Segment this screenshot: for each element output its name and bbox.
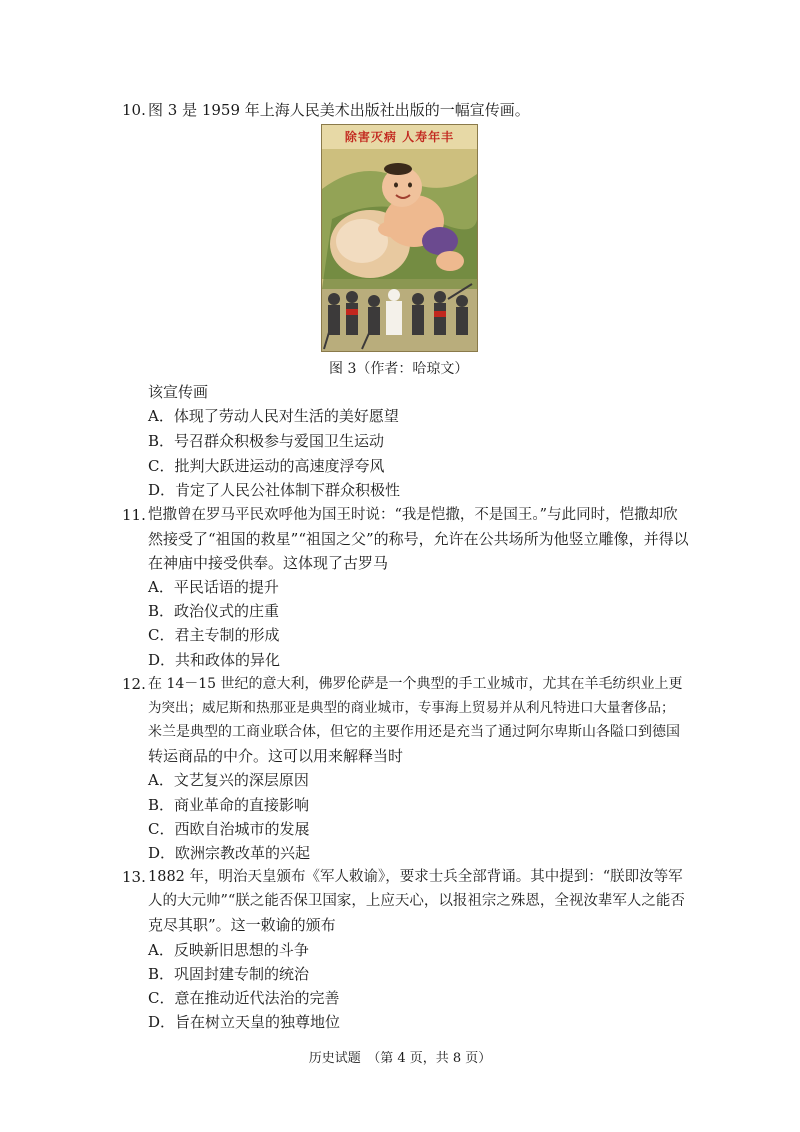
q11-stem-line: 然接受了“祖国的救星”“祖国之父”的称号，允许在公共场所为他竖立雕像，并得以 [148, 530, 689, 548]
q11-option-b[interactable]: B．政治仪式的庄重 [148, 602, 280, 620]
q10-stem: 图 3 是 1959 年上海人民美术出版社出版的一幅宣传画。 [148, 101, 530, 119]
q11-option-c[interactable]: C．君主专制的形成 [148, 626, 280, 644]
q12-option-a[interactable]: A．文艺复兴的深层原因 [148, 771, 309, 789]
q11-stem-line: 恺撒曾在罗马平民欢呼他为国王时说：“我是恺撒，不是国王。”与此同时，恺撒却欣 [148, 507, 678, 523]
q13-option-a[interactable]: A．反映新旧思想的斗争 [148, 941, 309, 959]
q11-option-d[interactable]: D．共和政体的异化 [148, 651, 281, 669]
q13-stem-line: 1882 年，明治天皇颁布《军人敕谕》，要求士兵全部背诵。其中提到：“朕即汝等军 [148, 869, 683, 885]
q11-number: 11. [122, 506, 146, 524]
figure-caption: 图 3（作者：哈琼文） [329, 361, 469, 377]
q12-option-c[interactable]: C．西欧自治城市的发展 [148, 820, 310, 838]
q13-number: 13. [122, 868, 146, 886]
propaganda-poster [321, 124, 478, 352]
q13-stem-line: 人的大元帅”“朕之能否保卫国家，上应天心，以报祖宗之殊恩，全视汝辈军人之能否 [148, 893, 685, 909]
q13-option-b[interactable]: B．巩固封建专制的统治 [148, 965, 310, 983]
q10-option-c[interactable]: C．批判大跃进运动的高速度浮夸风 [148, 457, 385, 475]
q11-stem-line: 在神庙中接受供奉。这体现了古罗马 [148, 554, 389, 572]
q13-stem-line: 克尽其职”。这一敕谕的颁布 [148, 916, 336, 934]
q12-option-b[interactable]: B．商业革命的直接影响 [148, 796, 310, 814]
q10-option-a[interactable]: A．体现了劳动人民对生活的美好愿望 [148, 407, 399, 425]
poster-title: 除害灭病 人寿年丰 [322, 125, 477, 149]
poster-illustration [322, 149, 477, 351]
q10-option-b[interactable]: B．号召群众积极参与爱国卫生运动 [148, 432, 385, 450]
q12-stem-line: 为突出；威尼斯和热那亚是典型的商业城市，专事海上贸易并从利凡特进口大量奢侈品； [148, 700, 675, 716]
q13-option-d[interactable]: D．旨在树立天皇的独尊地位 [148, 1013, 341, 1031]
q10-number: 10. [122, 101, 146, 119]
q12-option-d[interactable]: D．欧洲宗教改革的兴起 [148, 844, 311, 862]
q10-option-d[interactable]: D．肯定了人民公社体制下群众积极性 [148, 481, 401, 499]
page-footer: 历史试题 （第 4 页，共 8 页） [308, 1051, 492, 1066]
q12-number: 12. [122, 675, 146, 693]
q10-lead: 该宣传画 [148, 383, 209, 401]
q12-stem-line: 米兰是典型的工商业联合体，但它的主要作用还是充当了通过阿尔卑斯山各隘口到德国 [148, 724, 680, 740]
q12-stem-line: 转运商品的中介。这可以用来解释当时 [148, 747, 404, 765]
q11-option-a[interactable]: A．平民话语的提升 [148, 578, 279, 596]
q12-stem-line: 在 14－15 世纪的意大利，佛罗伦萨是一个典型的手工业城市，尤其在羊毛纺织业上更 [148, 676, 683, 692]
q13-option-c[interactable]: C．意在推动近代法治的完善 [148, 989, 340, 1007]
